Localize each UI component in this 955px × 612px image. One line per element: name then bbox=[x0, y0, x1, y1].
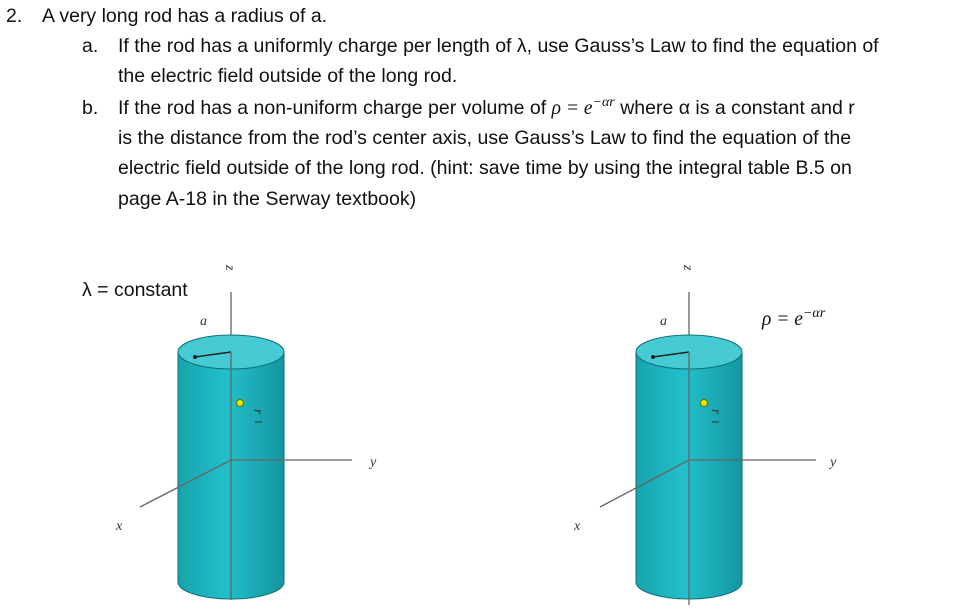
rho-label-base: ρ = e bbox=[762, 309, 803, 330]
part-a-label: a. bbox=[82, 35, 99, 57]
rho-label-exponent: −αr bbox=[802, 306, 826, 321]
right-a-label: a bbox=[660, 314, 667, 329]
left-r-label: r bbox=[250, 409, 265, 415]
left-x-label: x bbox=[116, 519, 123, 534]
problem-number: 2. bbox=[6, 5, 23, 27]
right-field-point bbox=[701, 400, 708, 407]
part-b-line1-pre: If the rod has a non-uniform charge per volume of bbox=[118, 97, 547, 119]
left-z-label: z bbox=[222, 265, 237, 271]
left-rod-figure bbox=[140, 292, 352, 600]
part-b-rho-expr: ρ = e bbox=[551, 98, 593, 119]
right-x-label: x bbox=[574, 519, 581, 534]
left-y-label: y bbox=[370, 455, 377, 470]
right-radius-dot bbox=[651, 355, 655, 359]
right-rod-figure bbox=[600, 292, 816, 605]
right-r-label: r bbox=[708, 409, 723, 415]
part-b-line3: electric field outside of the long rod. (hint: save time by using the integral table B.5 on bbox=[118, 157, 852, 179]
left-radius-dot bbox=[193, 355, 197, 359]
part-b-label: b. bbox=[82, 97, 99, 119]
left-a-label: a bbox=[200, 314, 207, 329]
part-b-line1 bbox=[118, 93, 855, 126]
cylinder-figures bbox=[0, 240, 955, 612]
part-a-line1: If the rod has a uniformly charge per length of λ, use Gauss’s Law to find the equation of bbox=[118, 35, 879, 57]
right-y-label: y bbox=[830, 455, 837, 470]
left-field-point bbox=[237, 400, 244, 407]
part-b-line1-post: where α is a constant and r bbox=[620, 97, 855, 119]
problem-intro: A very long rod has a radius of a. bbox=[42, 5, 328, 27]
part-b-line4: page A-18 in the Serway textbook) bbox=[118, 188, 417, 210]
part-a-line2: the electric field outside of the long rod. bbox=[118, 65, 458, 87]
right-z-label: z bbox=[680, 265, 695, 271]
lambda-constant-label: λ = constant bbox=[82, 279, 188, 301]
part-b-line2: is the distance from the rod’s center axis, use Gauss’s Law to find the equation of the bbox=[118, 127, 852, 149]
part-b-rho-exponent: −αr bbox=[592, 95, 615, 110]
